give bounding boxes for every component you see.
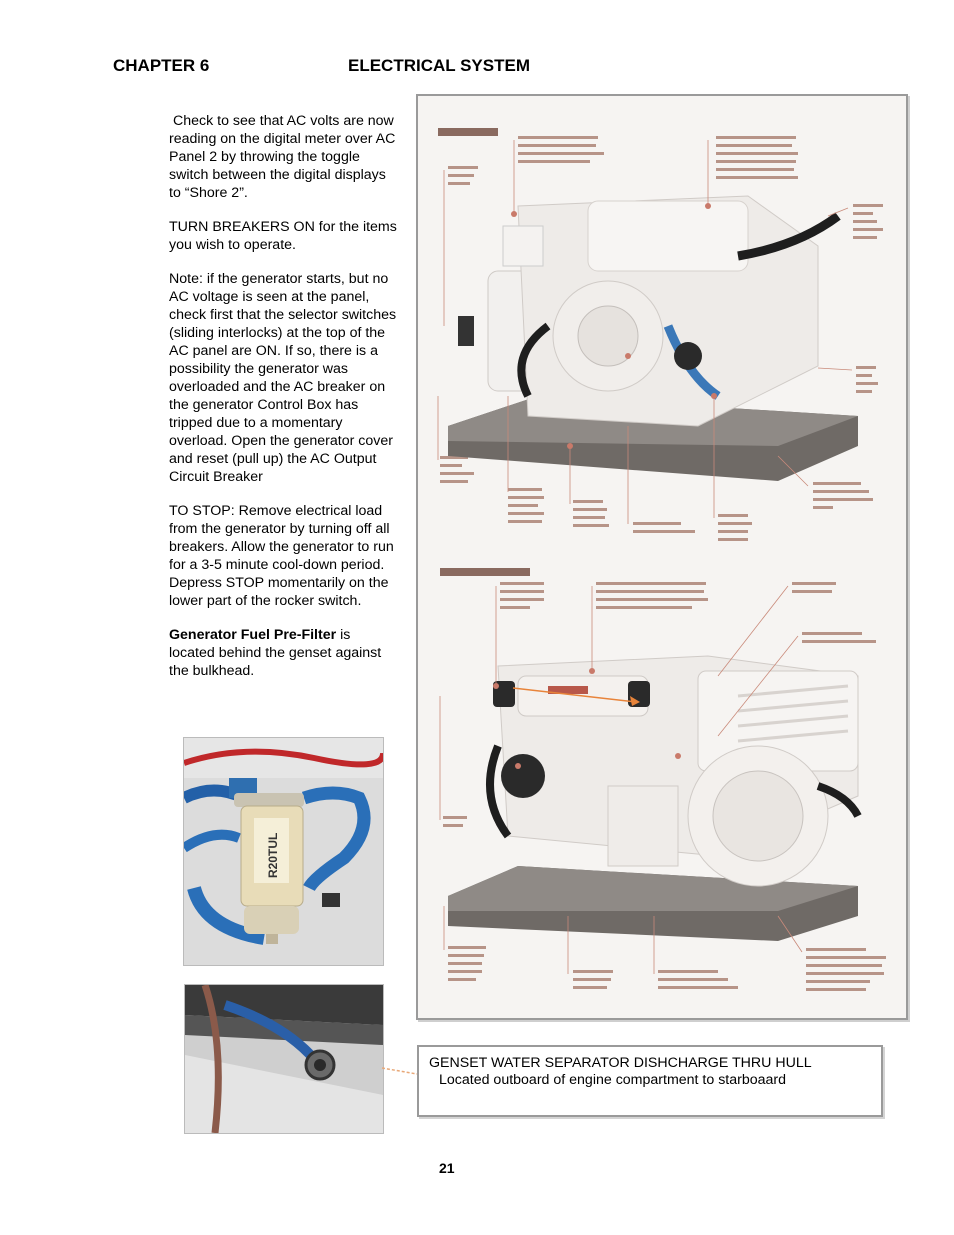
fuel-prefilter-label: Generator Fuel Pre-Filter <box>169 627 337 643</box>
fuel-prefilter-location: is located behind the genset against the bulkhead. <box>169 627 382 679</box>
caption-line-2: Located outboard of engine compartment to starboaard <box>439 1072 787 1088</box>
genset-diagram <box>416 94 908 1020</box>
caption-leader-line <box>382 1066 422 1080</box>
paragraph-fuel-prefilter <box>169 626 399 680</box>
filter-model-label: R20TUL <box>266 832 280 878</box>
section-title: ELECTRICAL SYSTEM <box>348 56 530 75</box>
paragraph-troubleshooting-note: Note: if the generator starts, but no AC voltage is seen at the panel, check first that the selector switches (sliding interlocks) at the top of the AC panel are ON. If so, there is a possibility the generator was overloaded and the AC breaker on the generator Control Box has tripped due to a momentary overload. Open the generator cover and reset (pull up) the AC Output Circuit Breaker <box>169 271 397 485</box>
chapter-heading: CHAPTER 6 <box>113 56 210 75</box>
page-number: 21 <box>439 1160 455 1174</box>
caption-line-1: GENSET WATER SEPARATOR DISHCHARGE THRU HULL <box>429 1055 812 1071</box>
paragraph-to-stop: TO STOP: Remove electrical load from the generator by turning off all breakers. Allow the generator to run for a 3-5 minute cool-down period. Depress STOP momentarily on the lower part of the rocker switch. <box>169 503 394 609</box>
thru-hull-photo <box>184 984 384 1134</box>
caption-box <box>417 1045 883 1117</box>
instructions-text <box>169 112 399 696</box>
paragraph-turn-breakers-on: TURN BREAKERS ON for the items you wish to operate. <box>169 219 397 253</box>
paragraph-check-ac-volts: Check to see that AC volts are now reading on the digital meter over AC Panel 2 by throwing the toggle switch between the digital displays to “Shore 2”. <box>169 113 396 201</box>
fuel-filter-photo <box>183 737 384 966</box>
